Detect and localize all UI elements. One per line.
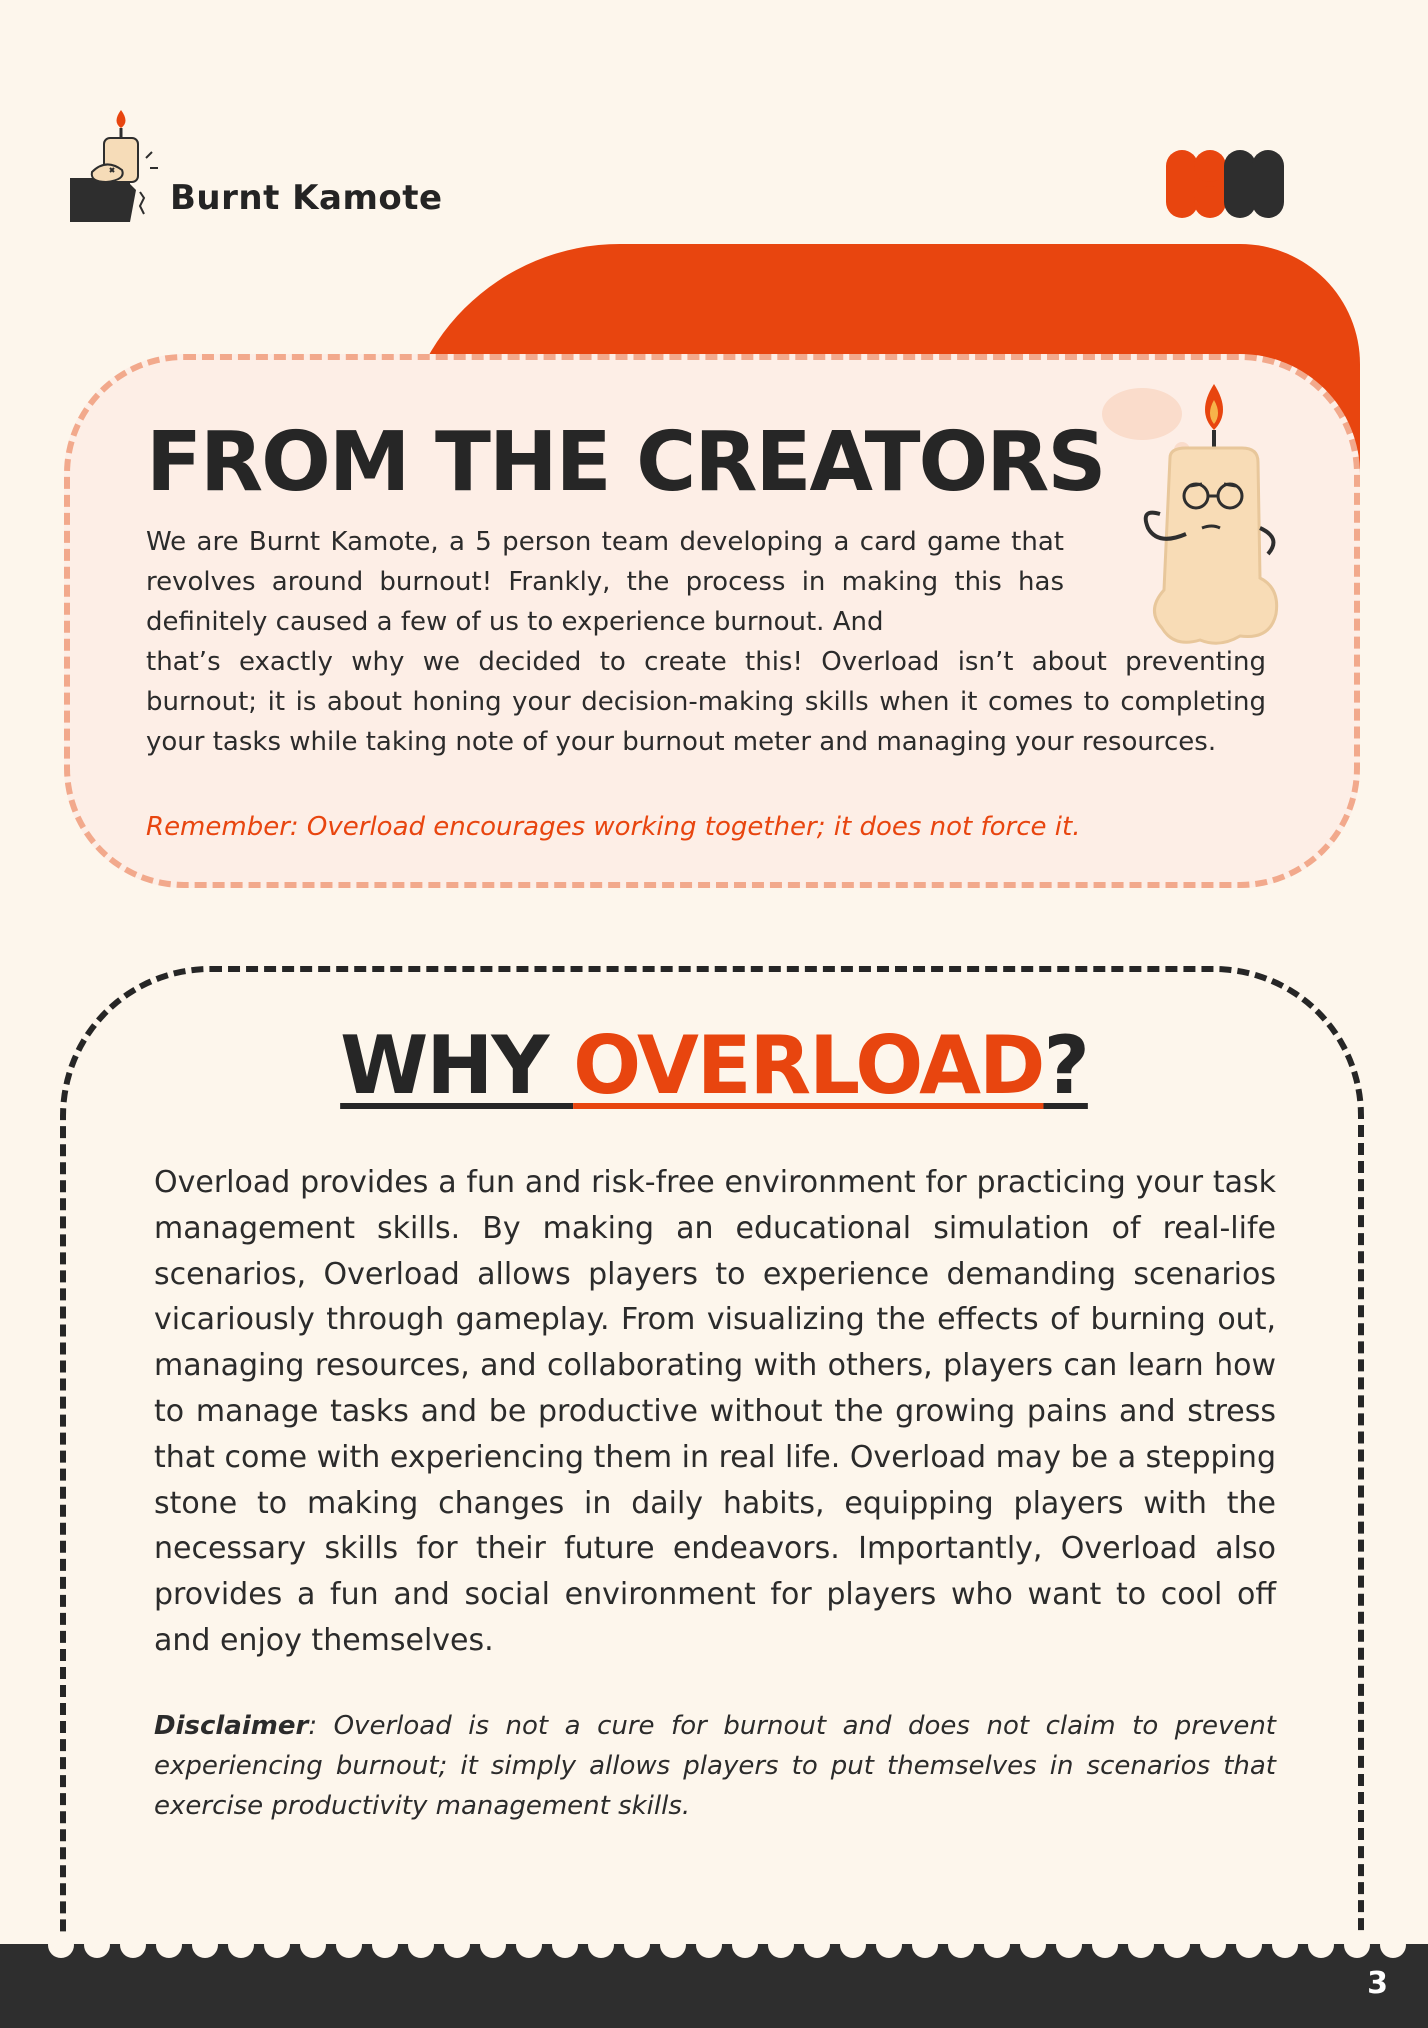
footer-scallop bbox=[804, 1932, 830, 1958]
page-number: 3 bbox=[1367, 1966, 1388, 2001]
footer-scallop bbox=[660, 1932, 686, 1958]
remember-note: Remember: Overload encourages working together; it does not force it. bbox=[146, 812, 1081, 842]
footer-scallop bbox=[228, 1932, 254, 1958]
footer-scallop bbox=[336, 1932, 362, 1958]
footer-scallop bbox=[372, 1932, 398, 1958]
footer-scallop bbox=[588, 1932, 614, 1958]
footer-scallop bbox=[768, 1932, 794, 1958]
footer-scallop bbox=[696, 1932, 722, 1958]
why-title-part2: OVERLOAD bbox=[573, 1019, 1044, 1112]
footer-scallop bbox=[192, 1932, 218, 1958]
footer-scallop bbox=[1092, 1932, 1118, 1958]
footer-scallop bbox=[48, 1932, 74, 1958]
creators-paragraph-lead: We are Burnt Kamote, a 5 person team developing a card game that revolves around burnout! Frankly, the process in making this has definitely caused a few of us to experience burnout. And bbox=[146, 527, 1064, 637]
footer-scallop bbox=[1020, 1932, 1046, 1958]
disclaimer-text: : Overload is not a cure for burnout and does not claim to prevent experiencing burnout; it simply allows players to put themselves in scenarios that exercise productivity management skills. bbox=[154, 1711, 1276, 1821]
double-loop-mark-icon bbox=[1160, 148, 1290, 220]
why-title-part3: ? bbox=[1043, 1019, 1088, 1112]
footer-scallop bbox=[516, 1932, 542, 1958]
footer-scallop bbox=[912, 1932, 938, 1958]
footer-scallop bbox=[984, 1932, 1010, 1958]
footer-scallop bbox=[624, 1932, 650, 1958]
footer-scallop bbox=[1380, 1932, 1406, 1958]
footer-scallop bbox=[1056, 1932, 1082, 1958]
footer-scallop bbox=[1344, 1932, 1370, 1958]
thinking-candle-icon bbox=[1090, 378, 1290, 658]
footer-scallop bbox=[1308, 1932, 1334, 1958]
disclaimer bbox=[154, 1706, 1276, 1826]
disclaimer-label: Disclaimer bbox=[154, 1711, 309, 1741]
creators-paragraph-rest: that’s exactly why we decided to create this! Overload isn’t about preventing burnout; it is about honing your decision-making skills when it comes to completing your tasks while taking note of your burnout meter and managing your resources. bbox=[146, 647, 1266, 757]
why-title-part1: WHY bbox=[340, 1019, 574, 1112]
why-overload-body: Overload provides a fun and risk-free environment for practicing your task management skills. By making an educational simulation of real-life scenarios, Overload allows players to experience demanding scenarios vicariously through gameplay. From visualizing the effects of burning out, managing resources, and collaborating with others, players can learn how to manage tasks and be productive without the growing pains and stress that come with experiencing them in real life. Overload may be a stepping stone to making changes in daily habits, equipping players with the necessary skills for their future endeavors. Importantly, Overload also provides a fun and social environment for players who want to cool off and enjoy themselves. bbox=[154, 1165, 1276, 1658]
footer-scallop bbox=[1200, 1932, 1226, 1958]
footer-scallop bbox=[552, 1932, 578, 1958]
footer-scallop bbox=[120, 1932, 146, 1958]
footer-scallop bbox=[84, 1932, 110, 1958]
footer-scallop bbox=[480, 1932, 506, 1958]
footer-scallop bbox=[264, 1932, 290, 1958]
footer-scallop bbox=[840, 1932, 866, 1958]
brand-name: Burnt Kamote bbox=[170, 178, 443, 218]
footer-scallop bbox=[1164, 1932, 1190, 1958]
footer-scallop bbox=[876, 1932, 902, 1958]
why-overload-title bbox=[0, 1018, 1428, 1114]
footer-scallop bbox=[408, 1932, 434, 1958]
footer-scallop bbox=[1128, 1932, 1154, 1958]
footer-scallop bbox=[1272, 1932, 1298, 1958]
footer-scallop bbox=[732, 1932, 758, 1958]
footer-scallop bbox=[444, 1932, 470, 1958]
footer-scallop bbox=[1236, 1932, 1262, 1958]
candle-on-box-icon bbox=[66, 108, 176, 228]
creators-title: FROM THE CREATORS bbox=[146, 415, 1105, 510]
footer-scallop bbox=[300, 1932, 326, 1958]
footer-scallop bbox=[156, 1932, 182, 1958]
footer-scallop bbox=[948, 1932, 974, 1958]
